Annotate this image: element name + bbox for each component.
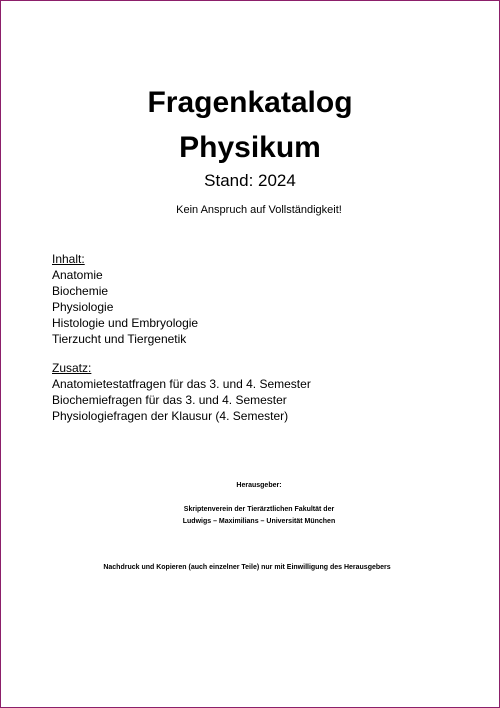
document-title-line-1: Fragenkatalog: [147, 86, 353, 119]
supplement-heading: Zusatz:: [52, 361, 92, 375]
contents-item-tierzucht: Tierzucht und Tiergenetik: [52, 332, 187, 346]
supplement-section: [52, 360, 311, 424]
supplement-list: [52, 376, 311, 424]
contents-heading: Inhalt:: [52, 252, 85, 266]
contents-item-histologie: Histologie und Embryologie: [52, 316, 199, 330]
document-title-line-2: Physikum: [179, 131, 321, 164]
document-stand: Stand: 2024: [204, 171, 296, 190]
contents-item-anatomie: Anatomie: [52, 268, 103, 282]
supplement-item-biochemie: Biochemiefragen für das 3. und 4. Semester: [52, 393, 287, 407]
contents-item-physiologie: Physiologie: [52, 300, 114, 314]
publisher-line-2: Ludwigs – Maximilians – Universität München: [182, 518, 336, 525]
publisher-label: Herausgeber:: [236, 482, 282, 489]
contents-item-biochemie: Biochemie: [52, 284, 109, 298]
supplement-item-physiologie: Physiologiefragen der Klausur (4. Semester): [52, 409, 289, 423]
document-disclaimer: Kein Anspruch auf Vollständigkeit!: [176, 204, 342, 216]
contents-list: [52, 267, 198, 347]
copyright-notice: Nachdruck und Kopieren (auch einzelner Teile) nur mit Einwilligung des Herausgebers: [103, 564, 391, 571]
publisher-line-1: Skriptenverein der Tierärztlichen Fakultät der: [183, 506, 335, 513]
supplement-item-anatomie: Anatomietestatfragen für das 3. und 4. Semester: [52, 377, 311, 391]
contents-section: [52, 251, 198, 347]
